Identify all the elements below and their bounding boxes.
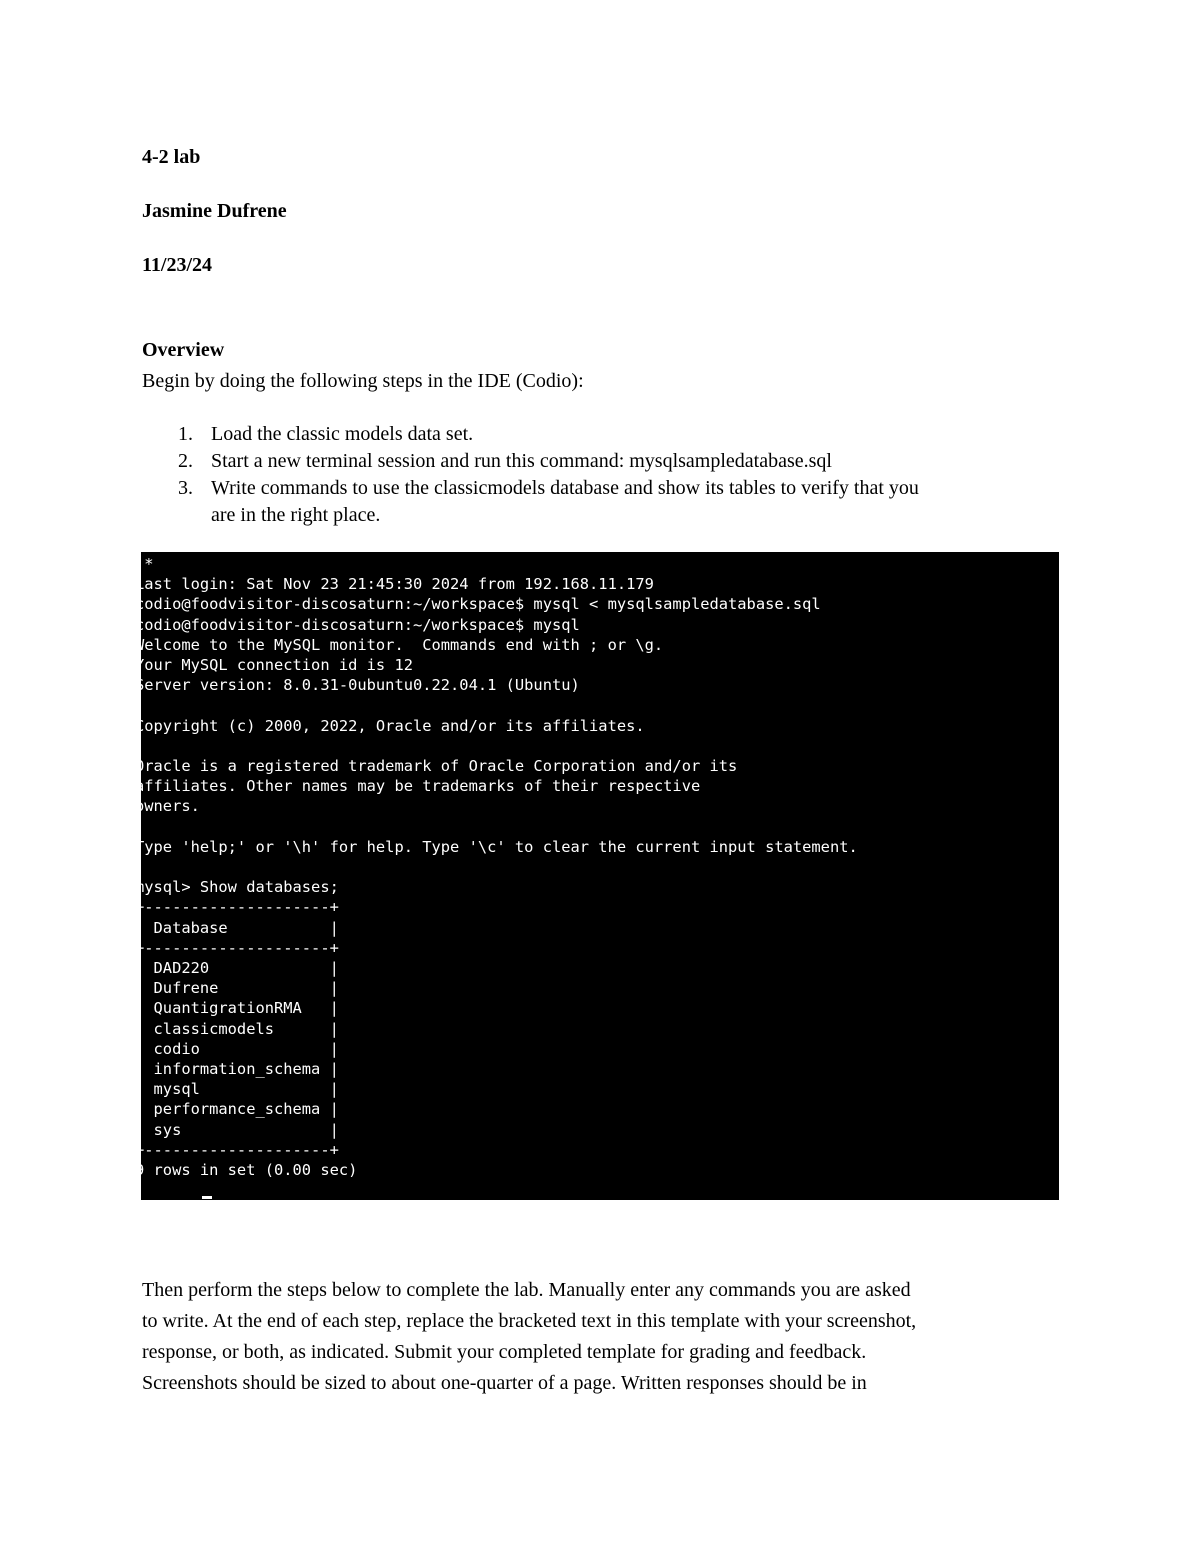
terminal-line: affiliates. Other names may be trademarks of their respective: [135, 777, 701, 796]
step-item: [142, 421, 1062, 448]
terminal-line: [135, 695, 858, 715]
step-number: 2.: [178, 450, 193, 472]
terminal-line: Type 'help;' or '\h' for help. Type '\c' to clear the current input statement.: [135, 837, 858, 856]
step-number: 1.: [178, 423, 193, 445]
terminal-line: | Dufrene |: [135, 979, 339, 998]
terminal-line: Last login: Sat Nov 23 21:45:30 2024 from 192.168.11.179: [135, 575, 654, 594]
terminal-line: | codio |: [135, 1039, 339, 1058]
terminal-line: | classicmodels |: [135, 1019, 339, 1038]
overview-intro: Begin by doing the following steps in the IDE (Codio):: [142, 370, 584, 392]
paragraph-line: to write. At the end of each step, replace the bracketed text in this template with your screenshot,: [142, 1310, 917, 1332]
terminal-output: [135, 554, 858, 1180]
terminal-line: Your MySQL connection id is 12: [135, 656, 413, 675]
terminal-line: mysql> Show databases;: [135, 878, 339, 897]
steps-list: [142, 421, 1062, 529]
step-text: Load the classic models data set.: [211, 423, 474, 445]
step-number: 3.: [178, 477, 193, 499]
terminal-line: *: [135, 555, 154, 573]
terminal-line: +--------------------+: [135, 898, 339, 917]
terminal-line: Server version: 8.0.31-0ubuntu0.22.04.1 (Ubuntu): [135, 676, 580, 695]
step-text: Start a new terminal session and run this command: mysqlsampledatabase.sql: [211, 450, 832, 472]
step-item: [142, 448, 1062, 475]
terminal-screenshot: [135, 552, 1059, 1200]
document-title: 4-2 lab: [142, 146, 201, 168]
step-text-continued: are in the right place.: [211, 504, 381, 526]
terminal-cursor: [202, 1196, 212, 1199]
step-text: Write commands to use the classicmodels database and show its tables to verify that you: [211, 477, 919, 499]
terminal-line: codio@foodvisitor-discosaturn:~/workspace$ mysql < mysqlsampledatabase.sql: [135, 595, 821, 614]
paragraph-line: Screenshots should be sized to about one-quarter of a page. Written responses should be in: [142, 1372, 867, 1394]
terminal-line: | performance_schema |: [135, 1100, 339, 1119]
terminal-line: | mysql |: [135, 1080, 339, 1099]
terminal-line: | Database |: [135, 918, 339, 937]
terminal-line: | information_schema |: [135, 1060, 339, 1079]
terminal-line: +--------------------+: [135, 938, 339, 957]
terminal-line: codio@foodvisitor-discosaturn:~/workspace$ mysql: [135, 615, 580, 634]
terminal-line: Copyright (c) 2000, 2022, Oracle and/or its affiliates.: [135, 716, 645, 735]
terminal-line: owners.: [135, 797, 200, 816]
terminal-line: Oracle is a registered trademark of Oracle Corporation and/or its: [135, 757, 738, 776]
terminal-line: +--------------------+: [135, 1140, 339, 1159]
terminal-line: [135, 736, 858, 756]
terminal-line: 9 rows in set (0.00 sec): [135, 1161, 358, 1180]
author-name: Jasmine Dufrene: [142, 200, 287, 222]
step-item: [142, 475, 1062, 529]
terminal-line: | DAD220 |: [135, 959, 339, 978]
overview-heading: Overview: [142, 339, 225, 361]
terminal-line: Welcome to the MySQL monitor. Commands end with ; or \g.: [135, 635, 664, 654]
terminal-line: [135, 857, 858, 877]
instructions-paragraph: [142, 1275, 1072, 1399]
paragraph-line: Then perform the steps below to complete the lab. Manually enter any commands you are asked: [142, 1279, 911, 1301]
terminal-line: | sys |: [135, 1120, 339, 1139]
terminal-line: | QuantigrationRMA |: [135, 999, 339, 1018]
terminal-line: [135, 817, 858, 837]
document-date: 11/23/24: [142, 254, 213, 276]
paragraph-line: response, or both, as indicated. Submit your completed template for grading and feedback.: [142, 1341, 867, 1363]
